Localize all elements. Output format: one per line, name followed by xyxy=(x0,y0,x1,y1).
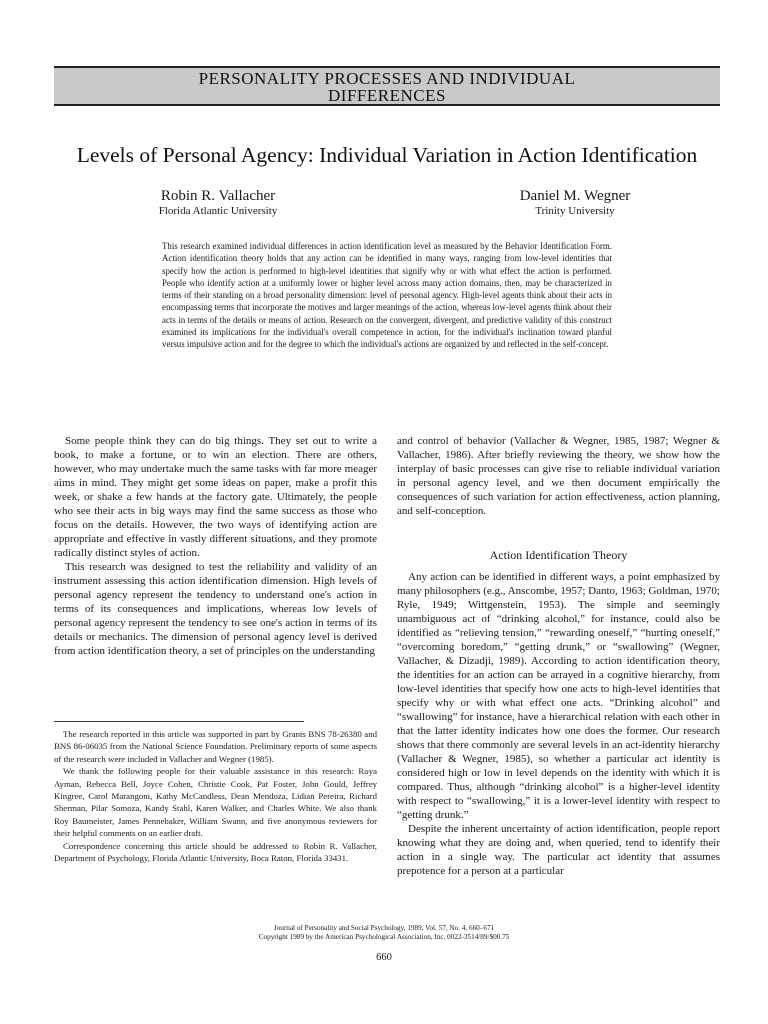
footnote: We thank the following people for their valuable assistance in this research: Roya Ayman, Rebecca Bell, Joyce Cohen, Christie Cook, Pat Foster, John Gould, Jeffrey Kingree, Carol Marangoni, Kathy McCandless, Dean Mendoza, Lidian Pereira, Richard Sherman, Pilar Somoza, Kandy Stahl, Karen Walker, and Charles White. We also thank Roy Baumeister, James Pennebaker, William Swann, and five anonymous reviewers for their helpful comments on an earlier draft. xyxy=(54,766,377,839)
author-name-1: Robin R. Vallacher xyxy=(160,188,276,204)
page-number: 660 xyxy=(376,952,392,963)
abstract: This research examined individual differences in action identification level as measured by the Behavior Identification Form. Action identification theory holds that any action can be identified in many ways, ranging from low-level identities that specify how the action is performed to high-level identities that signify why or with what effect the action is performed. People who identify action at a uniformly lower or higher level across many action domains, then, may be characterized in terms of their standing on a broad personality dimension: level of personal agency. High-level agents think about their acts in encompassing terms that incorporate the motives and larger meanings of the action, whereas low-level agents think about their acts in terms of the details or means of action. Research on the convergent, divergent, and predictive validity of this construct examined its implications for the individual's overall competence in action, for the individual's inclination toward planful versus impulsive action and for the degree to which the individual's actions are organized by and reflected in the self-concept. xyxy=(162,241,612,350)
footnotes xyxy=(54,728,377,864)
section-heading: Action Identification Theory xyxy=(489,548,628,562)
author-name-2: Daniel M. Wegner xyxy=(519,188,631,204)
body-paragraph: Some people think they can do big things. They set out to write a book, to make a fortune, or to win an election. There are others, however, who may undertake much the same tasks with far more meager aims in mind. They might get some ideas on paper, make a profit this week, or shake a few hands at the factory gate. Ultimately, the people who see their acts in big ways may find the same success as those who focus on the details. However, the two ways of identifying action are appropriate and effective in vastly different situations, and they promote radically distinct styles of action. xyxy=(54,435,377,559)
body-paragraph: Any action can be identified in different ways, a point emphasized by many philosophers (e.g., Anscombe, 1957; Danto, 1963; Goldman, 1970; Ryle, 1949; Wittgenstein, 1953). The simple and seemingly unambiguous act of “drinking alcohol,” for instance, could also be identified as “relieving tension,” “rewarding oneself,” “hurting oneself,” “overcoming boredom,” “getting drunk,” or “swallowing” (Wegner, Vallacher, & Dizadji, 1989). According to action identification theory, the identities for an action can be arrayed in a cognitive hierarchy, from low-level identities that specify how one acts to high-level identities that specify why or with what effect one acts. “Drinking alcohol” and “swallowing” for instance, have a hierarchical relation with each other in that the latter identity indicates how one does the former. Our research shows that there commonly are several levels in an act-identity hierarchy (Vallacher & Wegner, 1985), so whether a particular act identity is considered high or low in level depends on the identity with which it is compared. Thus, although “drinking alcohol” is a higher-level identity with respect to “swallowing,” it is a lower-level identity with respect to “getting drunk.” xyxy=(397,571,720,821)
footnote: The research reported in this article was supported in part by Grants BNS 78-26380 and BNS 86-06035 from the National Science Foundation. Preliminary reports of some aspects of the research were included in Vallacher and Wegner (1985). xyxy=(54,729,377,764)
journal-citation-line-2: Copyright 1989 by the American Psychological Association, Inc. 0022-3514/89/$00.75 xyxy=(258,933,510,941)
body-paragraph: Despite the inherent uncertainty of action identification, people report knowing what they are doing and, when queried, tend to identify their action in a single way. The particular act identity that assumes prepotence for a person at a particular xyxy=(397,823,720,877)
footnote-divider xyxy=(54,721,304,722)
section-banner-line-1: PERSONALITY PROCESSES AND INDIVIDUAL xyxy=(198,69,576,88)
author-block-1 xyxy=(118,188,318,218)
section-banner-line-2: DIFFERENCES xyxy=(328,86,446,105)
body-column-left xyxy=(54,434,377,658)
author-affiliation-2: Trinity University xyxy=(535,205,615,217)
body-paragraph: This research was designed to test the reliability and validity of an instrument assessing this action identification dimension. High levels of personal agency represent the tendency to understand one's action in terms of its consequences and implications, whereas low levels of personal agency represent the tendency to see one's action in terms of its details or mechanics. The dimension of personal agency level is derived from action identification theory, a set of principles on the understanding xyxy=(54,561,377,657)
section-banner xyxy=(54,66,720,106)
journal-citation xyxy=(154,924,614,942)
author-block-2 xyxy=(470,188,680,218)
footnote: Correspondence concerning this article should be addressed to Robin R. Vallacher, Department of Psychology, Florida Atlantic University, Boca Raton, Florida 33431. xyxy=(54,840,377,864)
author-affiliation-1: Florida Atlantic University xyxy=(158,205,278,217)
body-column-right xyxy=(397,434,720,878)
body-paragraph: and control of behavior (Vallacher & Wegner, 1985, 1987; Wegner & Vallacher, 1986). After briefly reviewing the theory, we show how the interplay of basic processes can give rise to reliable individual variation in personal agency level, and we then document empirically the consequences of such variation for action effectiveness, action planning, and self-conception. xyxy=(397,435,720,517)
journal-citation-line-1: Journal of Personality and Social Psychology, 1989, Vol. 57, No. 4, 660–671 xyxy=(273,924,495,932)
article-title: Levels of Personal Agency: Individual Variation in Action Identification xyxy=(76,143,698,167)
